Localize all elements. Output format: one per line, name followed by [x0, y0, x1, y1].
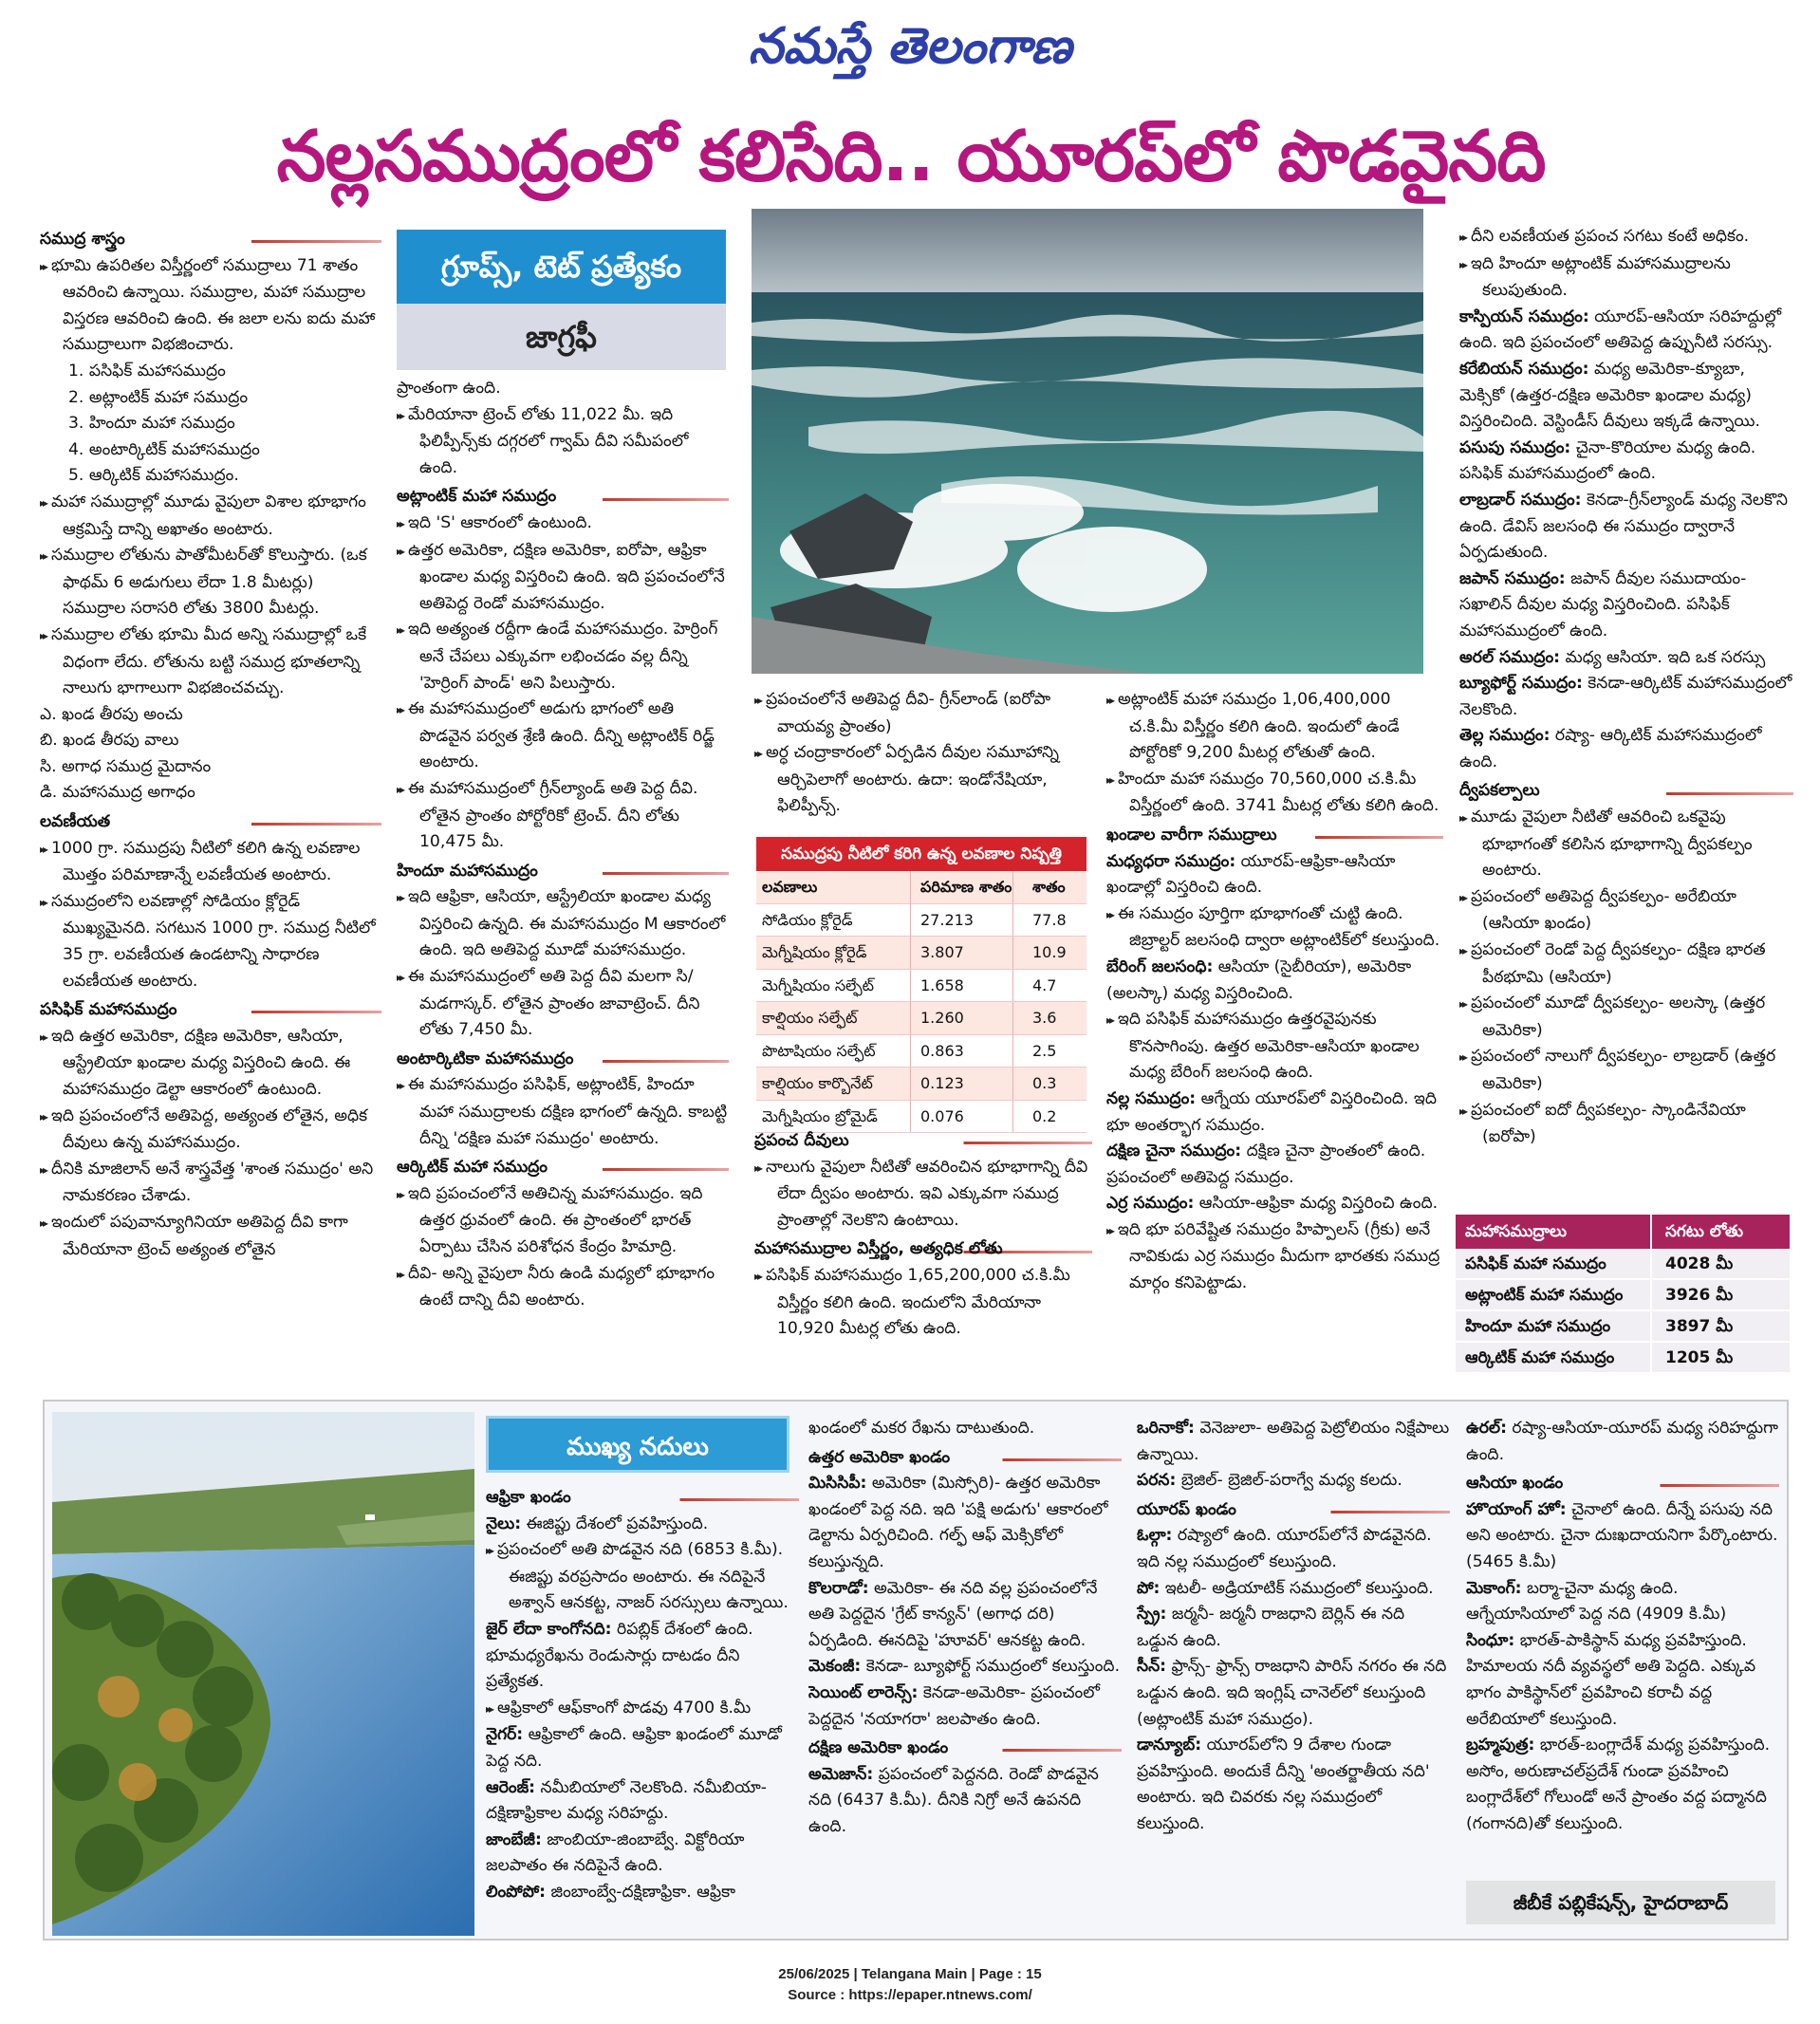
term-definition — [808, 1654, 1122, 1680]
term-label: మెకాంగ్: — [1466, 1578, 1522, 1598]
salts-table-cell: 2.5 — [1012, 1035, 1086, 1068]
depth-table-cell: 3926 మీ — [1650, 1280, 1790, 1309]
paragraph-line: ఖండంలో మకర రేఖను దాటుతుంది. — [808, 1419, 1035, 1438]
term-text: రష్యా-ఆసియా-యూరప్ మధ్య సరిహద్దుగా ఉంది. — [1466, 1419, 1778, 1464]
term-text: నమీబియాలో నెలకొంది. నమీబియా-దక్షిణాఫ్రికాల మధ్య సరిహద్దు. — [486, 1777, 767, 1824]
term-text: అమెరికా- ఈ నది వల్ల ప్రపంచంలోనే అతి పెద్దదైన 'గ్రేట్ కాన్యన్' (అగాధ దరి) ఏర్పడింది. ఈనదిపై 'హూవర్' ఆనకట్ట ఉంది. — [808, 1578, 1098, 1650]
term-label: పరన: — [1137, 1471, 1177, 1491]
bullet-point: ▸▸ దీని లవణీయత ప్రపంచ సగటు కంటే అధికం. — [1459, 224, 1793, 251]
term-definition — [1137, 1468, 1450, 1495]
term-text: చైనా-కొరియాల మధ్య ఉంది. పసిఫిక్ మహాసముద్రంలో ఉంది. — [1459, 437, 1756, 484]
term-definition — [1459, 645, 1793, 672]
bullet-point: ▸▸ ప్రపంచంలో రెండో పెద్ద ద్వీపకల్పం- దక్షిణ భారత పీఠభూమి (ఆసియా) — [1459, 938, 1793, 991]
term-label: కొలరాడో: — [808, 1578, 869, 1598]
term-label: అరల్ సముద్రం: — [1459, 647, 1561, 667]
term-text: ఆసియా (సైబీరియా), అమెరికా (అలస్కా) మధ్య విస్తరించింది. — [1106, 956, 1412, 1003]
term-definition — [1106, 955, 1443, 1007]
term-label: ఉరల్: — [1466, 1419, 1507, 1438]
section-heading: ఖండాల వారీగా సముద్రాలు — [1106, 823, 1443, 849]
salts-table-row — [756, 904, 1086, 938]
rivers-africa-column — [486, 1482, 799, 1936]
term-text: కెనడా-గ్రీన్‌ల్యాండ్ మధ్య నెలకొని ఉంది. డేవిస్ జలసంధి ఈ సముద్రం ద్వారానే ఏర్పడుతుంది. — [1459, 490, 1788, 563]
rivers-americas-column — [808, 1416, 1122, 1936]
column-islands-top — [754, 687, 1092, 829]
paragraph-line: ఎ. ఖండ తీరపు అంచు — [40, 704, 183, 724]
term-definition — [1459, 305, 1793, 357]
term-definition — [486, 1775, 799, 1828]
salts-table-cell: 0.076 — [910, 1101, 1012, 1133]
term-label: ఎర్ర సముద్రం: — [1106, 1194, 1195, 1214]
section-heading: దక్షిణ అమెరికా ఖండం — [808, 1736, 1122, 1762]
salts-table-row — [756, 1035, 1086, 1068]
salts-table-cell: పొటాషియం సల్ఫేట్ — [762, 1041, 876, 1060]
term-label: హొయాంగ్ హో: — [1466, 1499, 1567, 1519]
term-text: భారత్-బంగ్లాదేశ్ మధ్య ప్రవహిస్తుంది. అసోం, అరుణాచల్‌ప్రదేశ్ గుండా ప్రవహించి బంగ్లాదేశ్‌లో గోలుండో అనే ప్రాంతం వద్ద పద్మానది (గంగానది)తో కలుస్తుంది. — [1466, 1736, 1771, 1833]
publisher-credit: జీబీకే పబ్లికేషన్స్, హైదరాబాద్ — [1466, 1881, 1775, 1924]
depth-header-cell: మహాసముద్రాలు — [1465, 1222, 1567, 1241]
term-label: బ్రహ్మపుత్ర: — [1466, 1736, 1535, 1755]
depth-table-row — [1456, 1280, 1790, 1311]
term-definition — [486, 1828, 799, 1880]
bullet-point: ▸▸ ఇందులో పపువాన్యూగినియా అతిపెద్ద దీవి కాగా మేరియానా ట్రెంచ్ అత్యంత లోతైన — [40, 1210, 381, 1263]
term-label: సీన్: — [1137, 1657, 1167, 1677]
term-text: ఆసియా-ఆఫ్రికా మధ్య విస్తరించి ఉంది. — [1194, 1194, 1439, 1214]
term-definition — [1137, 1602, 1450, 1654]
depth-table-row — [1456, 1311, 1790, 1343]
salts-table-row — [756, 937, 1086, 970]
bullet-point: ▸▸ అట్లాంటిక్ మహా సముద్రం 1,06,400,000 చ.కి.మీ విస్తీర్ణం కలిగి ఉంది. ఇందులో ఉండే పోర్టోరికో 9,200 మీటర్ల లోతుతో ఉంది. — [1106, 687, 1443, 767]
bullet-point: ▸▸ మూడు వైపులా నీటితో ఆవరించి ఒకవైపు భూభాగంతో కలిసిన భూభాగాన్ని ద్వీపకల్పం అంటారు. — [1459, 805, 1793, 884]
section-heading: లవణీయత — [40, 809, 381, 836]
term-text: ప్రపంచంలో పెద్దనది. రెండో పొడవైన నది (6437 కి.మీ). దీనికి నిగ్రో అనే ఉపనది ఉంది. — [808, 1764, 1099, 1836]
page-headline: నల్లసముద్రంలో కలిసేది.. యూరప్‌లో పొడవైనది — [276, 116, 1546, 197]
term-definition — [486, 1617, 799, 1696]
section-heading: ఆర్కిటిక్ మహా సముద్రం — [397, 1155, 729, 1181]
bullet-point: ▸▸ ప్రపంచంలోనే అతిపెద్ద దీవి- గ్రీన్‌లాండ్ (ఐరోపా వాయవ్య ప్రాంతం) — [754, 687, 1092, 740]
rivers-asia-column — [1466, 1416, 1779, 1877]
term-label: నైగర్: — [486, 1725, 524, 1745]
bullet-point: ▸▸ పసిఫిక్ మహాసముద్రం 1,65,200,000 చ.కి.మీ విస్తీర్ణం కలిగి ఉంది. ఇందులోని మేరియానా 10,920 మీటర్ల లోతు ఉంది. — [754, 1263, 1092, 1343]
salts-table-cell: 0.3 — [1012, 1068, 1086, 1100]
bullet-point: ▸▸ అర్ధ చంద్రాకారంలో ఏర్పడిన దీవుల సమూహాన్ని ఆర్చిపెలాగో అంటారు. ఉదా: ఇండోనేషియా, ఫిలిప్పీన్స్. — [754, 740, 1092, 820]
newspaper-masthead: నమస్తే తెలంగాణ — [748, 17, 1072, 75]
salts-table — [756, 871, 1086, 1133]
sea-waves-photo — [752, 209, 1423, 674]
term-text: యూరప్-ఆసియా సరిహద్దుల్లో ఉంది. ఇది ప్రపంచంలో అతిపెద్ద ఉప్పునీటి సరస్సు. — [1459, 306, 1782, 353]
salts-table-cell: మెగ్నీషియం సల్ఫేట్ — [762, 975, 874, 994]
term-definition — [1137, 1654, 1450, 1733]
salts-table-row — [756, 970, 1086, 1003]
bullet-point: ▸▸ ఇది అత్యంత రద్దీగా ఉండే మహాసముద్రం. హెర్రింగ్ అనే చేపలు ఎక్కువగా లభించడం వల్ల దీన్ని 'హెర్రింగ్ పాండ్' అని పిలుస్తారు. — [397, 617, 729, 696]
term-text: ఇటలీ- అడ్రియాటిక్ సముద్రంలో కలుస్తుంది. — [1160, 1578, 1434, 1598]
term-definition — [1466, 1497, 1779, 1576]
bullet-point: ▸▸ 1000 గ్రా. సముద్రపు నీటిలో కలిగి ఉన్న లవణాల మొత్తం పరిమాణాన్నే లవణీయత అంటారు. — [40, 836, 381, 889]
river-landscape-image — [52, 1412, 474, 1936]
term-definition — [1466, 1576, 1779, 1628]
section-heading: అట్లాంటిక్ మహా సముద్రం — [397, 484, 729, 511]
term-text: జపాన్ దీవుల సముదాయం-సఖాలిన్ దీవుల మధ్య విస్తరించింది. పసిఫిక్ మహాసముద్రంలో ఉంది. — [1459, 568, 1747, 641]
column-seas-peninsulas — [1459, 224, 1793, 1211]
salts-table-cell: 1.260 — [910, 1002, 1012, 1034]
bullet-point: ▸▸ ఈ మహాసముద్రంలో అడుగు భాగంలో అతి పొడవైన పర్వత శ్రేణి ఉంది. దీన్ని అట్లాంటిక్ రిడ్జ్ అంటారు. — [397, 696, 729, 776]
column-seas-by-continent — [1106, 687, 1443, 1380]
river-photo — [52, 1412, 474, 1936]
term-definition — [1137, 1416, 1450, 1468]
salts-header-cell: పరిమాణ శాతం — [910, 871, 1012, 903]
section-heading: ద్వీపకల్పాలు — [1459, 778, 1793, 805]
depth-table-header — [1456, 1215, 1790, 1249]
bullet-point: ▸▸ సముద్రాల లోతు భూమి మీద అన్ని సముద్రాల్లో ఒకే విధంగా లేదు. లోతును బట్టి సముద్ర భూతలాన్ని నాలుగు భాగాలుగా విభజించవచ్చు. — [40, 622, 381, 702]
section-heading: సముద్ర శాస్త్రం — [40, 227, 381, 253]
depth-table-cell: 4028 మీ — [1650, 1249, 1790, 1278]
bullet-point: ▸▸ ఇది 'S' ఆకారంలో ఉంటుంది. — [397, 511, 729, 538]
bullet-point: ▸▸ ఇది ప్రపంచంలోనే అతిచిన్న మహాసముద్రం. ఇది ఉత్తర ధ్రువంలో ఉంది. ఈ ప్రాంతంలో భారత్ ఏర్పాటు చేసిన పరిశోధన కేంద్రం హిమాద్రి. — [397, 1181, 729, 1261]
term-definition — [1106, 849, 1443, 901]
term-label: స్ప్రే: — [1137, 1605, 1167, 1625]
salts-table-cell: 27.213 — [910, 904, 1012, 937]
term-label: నల్ల సముద్రం: — [1106, 1088, 1197, 1108]
bullet-point: ▸▸ మహా సముద్రాల్లో మూడు వైపులా విశాల భూభాగం ఆక్రమిస్తే దాన్ని అఖాతం అంటారు. — [40, 490, 381, 543]
term-label: అమెజాన్: — [808, 1764, 874, 1784]
bullet-point: ▸▸ సముద్రంలోని లవణాల్లో సోడియం క్లోరైడ్ ముఖ్యమైనది. సగటున 1000 గ్రా. సముద్ర నీటిలో 35 గ్రా. లవణీయత ఉండటాన్ని సాధారణ లవణీయత అంటారు. — [40, 889, 381, 994]
term-text: రష్యా- ఆర్కిటిక్ మహాసముద్రంలో ఉంది. — [1459, 726, 1762, 771]
section-heading: హిందూ మహాసముద్రం — [397, 859, 729, 885]
bullet-point: ▸▸ ఈ మహాసముద్రం పసిఫిక్, అట్లాంటిక్, హిందూ మహా సముద్రాలకు దక్షిణ భాగంలో ఉన్నది. కాబట్టి దీన్ని 'దక్షిణ మహా సముద్రం' అంటారు. — [397, 1072, 729, 1152]
section-heading: అంటార్కిటికా మహాసముద్రం — [397, 1047, 729, 1073]
sea-waves-image — [752, 209, 1423, 674]
bullet-point: ▸▸ ప్రపంచంలో ఐదో ద్వీపకల్పం- స్కాండినేవియా (ఐరోపా) — [1459, 1098, 1793, 1151]
term-text: రిపబ్లిక్ దేశంలో ఉంది. భూమధ్యరేఖను రెండుసార్లు దాటడం దీని ప్రత్యేకత. — [486, 1619, 753, 1692]
depth-table-cell: అట్లాంటిక్ మహా సముద్రం — [1465, 1286, 1624, 1305]
section-banner-subject: జాగ్రఫీ — [397, 304, 726, 370]
term-text: జర్మనీ- జర్మనీ రాజధాని బెర్లిన్ ఈ నది ఒడ్డున ఉంది. — [1137, 1605, 1405, 1650]
term-definition — [486, 1512, 799, 1538]
salts-table-cell: 1.658 — [910, 970, 1012, 1002]
section-heading: పసిఫిక్ మహాసముద్రం — [40, 997, 381, 1024]
term-text: బ్రెజిల్- బ్రెజిల్-పరాగ్వే మధ్య కలదు. — [1176, 1471, 1402, 1491]
term-text: జాంబియా-జింబాబ్వే. విక్టోరియా జలపాతం ఈ నదిపైనే ఉంది. — [486, 1829, 745, 1876]
salts-table-cell: మెగ్నీషియం క్లోరైడ్ — [762, 943, 867, 961]
term-definition — [1137, 1576, 1450, 1603]
term-text: యూరప్-ఆఫ్రికా-ఆసియా ఖండాల్లో విస్తరించి ఉంది. — [1106, 851, 1396, 898]
term-definition — [1459, 488, 1793, 566]
term-label: బ్యూఫోర్ట్ సముద్రం: — [1459, 674, 1583, 694]
rivers-section-badge: ముఖ్య నదులు — [486, 1416, 789, 1473]
term-text: ఈజిప్టు దేశంలో ప్రవహిస్తుంది. — [521, 1513, 709, 1533]
term-definition — [1459, 436, 1793, 488]
term-label: జైర్ లేదా కాంగోనది: — [486, 1619, 612, 1639]
depth-table-row — [1456, 1249, 1790, 1280]
page-footer-date-line: 25/06/2025 | Telangana Main | Page : 15 — [778, 1966, 1042, 1982]
salts-table-cell: 0.123 — [910, 1068, 1012, 1100]
term-definition — [1466, 1628, 1779, 1733]
section-banner-title: గ్రూప్స్, టెట్ ప్రత్యేకం — [397, 230, 726, 304]
bullet-point: ▸▸ నాలుగు వైపులా నీటితో ఆవరించిన భూభాగాన్ని దీవి లేదా ద్వీపం అంటారు. ఇవి ఎక్కువగా సముద్ర ప్రాంతాల్లో నెలకొని ఉంటాయి. — [754, 1155, 1092, 1235]
salts-header-cell: శాతం — [1012, 871, 1086, 903]
term-label: లాబ్రడార్ సముద్రం: — [1459, 490, 1582, 510]
bullet-point: ▸▸ ఈ మహాసముద్రంలో గ్రీన్‌ల్యాండ్ అతి పెద్ద దీవి. లోతైన ప్రాంతం పోర్టోరికో ట్రెంచ్. దీని లోతు 10,475 మీ. — [397, 776, 729, 856]
term-label: జపాన్ సముద్రం: — [1459, 568, 1566, 588]
term-label: కాస్పియన్ సముద్రం: — [1459, 306, 1589, 326]
salts-table-cell: కాల్షియం కార్బొనేట్ — [762, 1074, 873, 1092]
salts-table-cell: 0.863 — [910, 1035, 1012, 1068]
bullet-point: ▸▸ ఆఫ్రికాలో ఆఫ్‌కాంగో పొడవు 4700 కి.మీ — [486, 1696, 799, 1723]
term-definition — [1459, 723, 1793, 775]
salts-table-cell: మెగ్నీషియం బ్రోమైడ్ — [762, 1106, 878, 1125]
term-definition — [1459, 357, 1793, 436]
column-ocean-science — [40, 224, 381, 1380]
term-definition — [808, 1471, 1122, 1575]
depth-table-cell: పసిఫిక్ మహా సముద్రం — [1465, 1254, 1606, 1273]
bullet-point: ▸▸ భూమి ఉపరితల విస్తీర్ణంలో సముద్రాలు 71 శాతం ఆవరించి ఉన్నాయి. సముద్రాల, మహా సముద్రాల విస్తరణ ఆవరించి ఉంది. ఈ జలా లను ఐదు మహా సముద్రాలుగా విభజించారు. — [40, 253, 381, 359]
section-heading: మహాసముద్రాల విస్తీర్ణం, అత్యధిక లోతు — [754, 1236, 1092, 1263]
term-label: జాంబేజీ: — [486, 1829, 542, 1849]
term-text: కెనడా-అమెరికా- ప్రపంచంలో పెద్దదైన 'నయాగరా' జలపాతం ఉంది. — [808, 1682, 1100, 1729]
term-definition — [1466, 1416, 1779, 1468]
salts-table-cell: కాల్షియం సల్ఫేట్ — [762, 1009, 858, 1027]
salts-table-cell: సోడియం క్లోరైడ్ — [762, 910, 853, 929]
bullet-point: ▸▸ ప్రపంచంలో మూడో ద్వీపకల్పం- అలస్కా (ఉత్తర అమెరికా) — [1459, 991, 1793, 1044]
paragraph-line: సి. అగాధ సముద్ర మైదానం — [40, 756, 212, 776]
bullet-point: ▸▸ ఉత్తర అమెరికా, దక్షిణ అమెరికా, ఐరోపా, ఆఫ్రికా ఖండాల మధ్య విస్తరించి ఉంది. ఇది ప్రపంచంలోనే అతిపెద్ద రెండో మహాసముద్రం. — [397, 538, 729, 618]
term-label: ఒరినాకో: — [1137, 1419, 1195, 1438]
term-text: మధ్య అమెరికా-క్యూబా, మెక్సికో (ఉత్తర-దక్షిణ అమెరికా ఖండాల మధ్య) విస్తరించింది. వెస్టిండీస్ దీవులు ఇక్కడే ఉన్నాయి. — [1459, 359, 1760, 432]
bullet-point: ▸▸ ప్రపంచంలో నాలుగో ద్వీపకల్పం- లాబ్రడార్ (ఉత్తర అమెరికా) — [1459, 1044, 1793, 1097]
term-definition — [486, 1722, 799, 1774]
term-text: రష్యాలో ఉంది. యూరప్‌లోనే పొడవైనది. ఇది నల్ల సముద్రంలో కలుస్తుంది. — [1137, 1526, 1432, 1571]
term-definition — [808, 1576, 1122, 1655]
term-label: మిసిసిపీ: — [808, 1474, 867, 1494]
term-label: లింపోపో: — [486, 1882, 547, 1902]
section-heading: ప్రపంచ దీవులు — [754, 1128, 1092, 1155]
bullet-point: ▸▸ ఇది ఆఫ్రికా, ఆసియా, ఆస్ట్రేలియా ఖండాల మధ్య విస్తరించి ఉన్నది. ఈ మహాసముద్రం M ఆకారంలో ఉంది. ఇది అతిపెద్ద మూడో మహాసముద్రం. — [397, 884, 729, 964]
term-text: కెనడా- బ్యూఫోర్ట్ సముద్రంలో కలుస్తుంది. — [861, 1657, 1121, 1677]
term-definition — [1106, 1139, 1443, 1191]
term-text: భారత్-పాకిస్థాన్ మధ్య ప్రవహిస్తుంది. హిమాలయ నదీ వ్యవస్థలో అతి పెద్దది. ఎక్కువ భాగం పాకిస్థాన్‌లో ప్రవహించి కరాచీ వద్ద అరేబియాలో కలుస్తుంది. — [1466, 1630, 1756, 1729]
term-text: జింబాంబ్వే-దక్షిణాఫ్రికా. ఆఫ్రికా — [546, 1882, 735, 1902]
numbered-item: 4. అంటార్కిటిక్ మహాసముద్రం — [68, 439, 260, 459]
term-label: పసుపు సముద్రం: — [1459, 437, 1571, 457]
numbered-item: 5. ఆర్కిటిక్ మహాసముద్రం. — [68, 466, 239, 486]
section-heading: ఉత్తర అమెరికా ఖండం — [808, 1445, 1122, 1472]
depth-table-cell: ఆర్కిటిక్ మహా సముద్రం — [1465, 1348, 1615, 1367]
section-banner — [397, 230, 726, 372]
bullet-point: ▸▸ సముద్రాల లోతును పాతోమీటర్‌తో కొలుస్తారు. (ఒక ఫాథమ్ 6 అడుగులు లేదా 1.8 మీటర్లు) సముద్రాల సరాసరి లోతు 3800 మీటర్లు. — [40, 543, 381, 622]
bullet-point: ▸▸ హిందూ మహా సముద్రం 70,560,000 చ.కి.మీ విస్తీర్ణంలో ఉంది. 3741 మీటర్ల లోతు కలిగి ఉంది. — [1106, 767, 1443, 820]
depth-table-cell: 1205 మీ — [1650, 1343, 1790, 1372]
term-definition — [1459, 566, 1793, 645]
bullet-point: ▸▸ ఇది హిందూ అట్లాంటిక్ మహాసముద్రాలను కలుపుతుంది. — [1459, 251, 1793, 305]
paragraph-line: బి. ఖండ తీరపు వాలు — [40, 731, 179, 751]
paragraph-line: డి. మహాసముద్ర అగాధం — [40, 783, 195, 803]
section-heading: ఆఫ్రికా ఖండం — [486, 1485, 799, 1512]
ocean-depth-table — [1456, 1215, 1790, 1374]
depth-table-row — [1456, 1343, 1790, 1374]
term-label: సింధూ: — [1466, 1630, 1515, 1650]
term-label: ఆరెంజ్: — [486, 1777, 536, 1797]
section-heading: యూరప్ ఖండం — [1137, 1497, 1450, 1524]
bullet-point: ▸▸ ఈ మహాసముద్రంలో అతి పెద్ద దీవి మలగా సి/మడగాస్కర్. లోతైన ప్రాంతం జావాట్రెంచ్. దీని లోతు 7,450 మీ. — [397, 964, 729, 1044]
term-text: ఆఫ్రికాలో ఉంది. ఆఫ్రికా ఖండంలో మూడో పెద్ద నది. — [486, 1725, 782, 1771]
column-islands-bottom — [754, 1125, 1092, 1380]
term-definition — [1106, 1086, 1443, 1139]
term-text: అమెరికా (మిస్సోరి)- ఉత్తర అమెరికా ఖండంలో పెద్ద నది. ఇది 'పక్షి అడుగు' ఆకారంలో డెల్టాను ఏర్పరిచింది. గల్ఫ్ ఆఫ్ మెక్సికోలో కలుస్తున్నది. — [808, 1474, 1108, 1571]
salts-header-cell: లవణాలు — [762, 878, 818, 896]
salts-table-cell: 77.8 — [1012, 904, 1086, 937]
term-definition — [1106, 1191, 1443, 1217]
term-label: నైలు: — [486, 1513, 522, 1533]
page-footer — [0, 1964, 1820, 2006]
bullet-point: ▸▸ ఇది ప్రపంచంలోనే అతిపెద్ద, అత్యంత లోతైన, అధిక దీవులు ఉన్న మహాసముద్రం. — [40, 1104, 381, 1157]
salts-table-cell: 4.7 — [1012, 970, 1086, 1002]
term-definition — [808, 1762, 1122, 1841]
term-text: మధ్య ఆసియా. ఇది ఒక సరస్సు — [1560, 647, 1766, 667]
term-label: మధ్యధరా సముద్రం: — [1106, 851, 1236, 871]
bullet-point: ▸▸ దీవి- అన్ని వైపులా నీరు ఉండి మధ్యలో భూభాగం ఉంటే దాన్ని దీవి అంటారు. — [397, 1261, 729, 1314]
bullet-point: ▸▸ ప్రపంచంలో అతి పొడవైన నది (6853 కి.మీ). ఈజిప్టు వరప్రసాదం అంటారు. ఈ నదిపైనే అశ్వాన్ ఆనకట్ట, నాజర్ సరస్సులు ఉన్నాయి. — [486, 1537, 799, 1617]
page-footer-source-line: Source : https://epaper.ntnews.com/ — [788, 1987, 1032, 2003]
term-label: బేరింగ్ జలసంధి: — [1106, 956, 1214, 976]
numbered-item: 1. పసిఫిక్ మహాసముద్రం — [68, 361, 226, 381]
term-text: దక్షిణ చైనా ప్రాంతంలో ఉంది. ప్రపంచంలో అతిపెద్ద సముద్రం. — [1106, 1142, 1426, 1187]
depth-table-cell: 3897 మీ — [1650, 1311, 1790, 1341]
numbered-item: 3. హిందూ మహా సముద్రం — [68, 414, 235, 434]
term-text: ఫ్రాన్స్- ఫ్రాన్స్ రాజధాని పారిస్ నగరం ఈ నది ఒడ్డున ఉంది. ఇది ఇంగ్లిష్ చానెల్‌లో కలుస్తుంది (అట్లాంటిక్ మహా సముద్రం). — [1137, 1657, 1447, 1729]
bullet-point: ▸▸ ఈ సముద్రం పూర్తిగా భూభాగంతో చుట్టి ఉంది. జిబ్రాల్టర్ జలసంధి ద్వారా అట్లాంటిక్‌లో కలుస్తుంది. — [1106, 901, 1443, 955]
term-label: కరేబియన్ సముద్రం: — [1459, 359, 1589, 379]
term-text: కెనడా-ఆర్కిటిక్ మహాసముద్రంలో నెలకొంది. — [1459, 674, 1792, 719]
term-label: తెల్ల సముద్రం: — [1459, 726, 1551, 746]
column-oceans — [397, 376, 729, 1378]
salts-table-header — [756, 871, 1086, 904]
term-label: సెయింట్ లారెన్స్: — [808, 1682, 919, 1702]
term-label: మెకంజీ: — [808, 1657, 862, 1677]
bullet-point: ▸▸ ఇది ఉత్తర అమెరికా, దక్షిణ అమెరికా, ఆసియా, ఆస్ట్రేలియా ఖండాల మధ్య విస్తరించి ఉంది. ఈ మహాసముద్రం డెల్టా ఆకారంలో ఉంటుంది. — [40, 1024, 381, 1104]
salts-table-cell: 3.807 — [910, 937, 1012, 969]
bullet-point: ▸▸ ఇది పసిఫిక్ మహాసముద్రం ఉత్తరవైపునకు కొనసాగింపు. ఉత్తర అమెరికా-ఆసియా ఖండాల మధ్య బేరింగ్ జలసంధి ఉంది. — [1106, 1007, 1443, 1086]
salts-table-cell: 0.2 — [1012, 1101, 1086, 1133]
term-definition — [808, 1680, 1122, 1733]
section-heading: ఆసియా ఖండం — [1466, 1471, 1779, 1497]
term-label: పో: — [1137, 1578, 1161, 1598]
term-text: ఆగ్నేయ యూరప్‌లో విస్తరించింది. ఇది భూ అంతర్భాగ సముద్రం. — [1106, 1088, 1437, 1135]
salts-table-row — [756, 1068, 1086, 1101]
term-text: యూరప్‌లోని 9 దేశాల గుండా ప్రవహిస్తుంది. అందుకే దీన్ని 'అంతర్జాతీయ నది' అంటారు. ఇది చివరకు నల్ల సముద్రంలో కలుస్తుంది. — [1137, 1736, 1430, 1833]
salts-table-row — [756, 1002, 1086, 1035]
term-text: వెనెజులా- అతిపెద్ద పెట్రోలియం నిక్షేపాలు ఉన్నాయి. — [1137, 1419, 1450, 1464]
bullet-point: ▸▸ ఇది భూ పరివేష్టిత సముద్రం హిప్పాలస్ (గ్రీకు) అనే నావికుడు ఎర్ర సముద్రం మీదుగా భారతకు సముద్ర మార్గం కనిపెట్టాడు. — [1106, 1217, 1443, 1297]
salts-table-title: సముద్రపు నీటిలో కరిగి ఉన్న లవణాల నిష్పత్తి — [756, 837, 1086, 871]
paragraph-line: ప్రాంతంగా ఉంది. — [397, 379, 501, 398]
term-definition — [1459, 671, 1793, 723]
bullet-point: ▸▸ ప్రపంచంలో అతిపెద్ద ద్వీపకల్పం- అరేబియా (ఆసియా ఖండం) — [1459, 884, 1793, 938]
salts-table-cell: 10.9 — [1012, 937, 1086, 969]
depth-header-cell: సగటు లోతు — [1650, 1215, 1790, 1249]
depth-table-cell: హిందూ మహా సముద్రం — [1465, 1317, 1611, 1336]
term-definition — [1137, 1733, 1450, 1837]
bullet-point: ▸▸ దీనికి మాజిలాన్ అనే శాస్త్రవేత్త 'శాంత సముద్రం' అని నామకరణం చేశాడు. — [40, 1157, 381, 1210]
term-definition — [486, 1880, 799, 1906]
term-text: బర్మా-చైనా మధ్య ఉంది. ఆగ్నేయాసియాలో పెద్ద నది (4909 కి.మీ) — [1466, 1578, 1727, 1625]
bullet-point: ▸▸ మేరియానా ట్రెంచ్ లోతు 11,022 మీ. ఇది ఫిలిప్పీన్స్‌కు దగ్గరలో గ్వామ్ దీవి సమీపంలో ఉంది. — [397, 402, 729, 482]
rivers-europe-column — [1137, 1416, 1450, 1936]
term-label: ఓల్గా: — [1137, 1526, 1173, 1546]
term-label: దక్షిణ చైనా సముద్రం: — [1106, 1142, 1242, 1161]
term-text: చైనాలో ఉంది. దీన్నే పసుపు నది అని అంటారు. చైనా దుఃఖదాయనిగా పేర్కొంటారు. (5465 కి.మీ) — [1466, 1499, 1778, 1571]
term-definition — [1137, 1523, 1450, 1575]
numbered-item: 2. అట్లాంటిక్ మహా సముద్రం — [68, 387, 249, 407]
term-label: డాన్యూబ్: — [1137, 1736, 1202, 1755]
term-definition — [1466, 1733, 1779, 1837]
salts-table-cell: 3.6 — [1012, 1002, 1086, 1034]
